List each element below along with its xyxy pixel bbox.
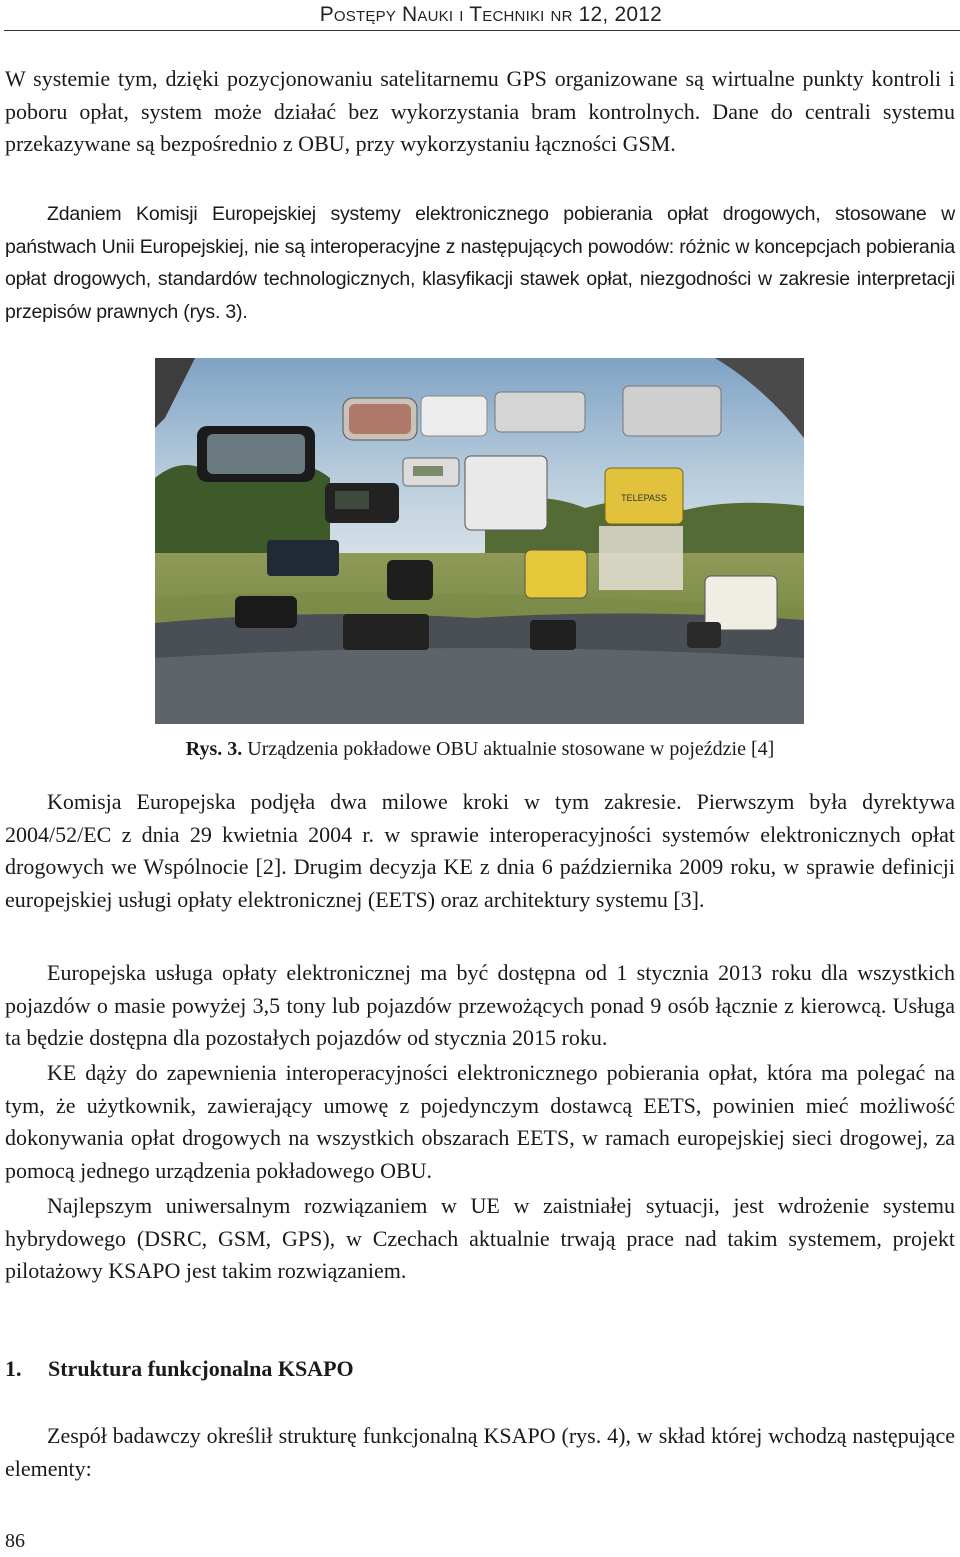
section-heading: [5, 1356, 354, 1382]
paragraph-eu-commission-opinion: Zdaniem Komisji Europejskiej systemy elektronicznego pobierania opłat drogowych, stosowane w państwach Unii Europejskiej, nie są interoperacyjne z następujących powodów: różnic w koncepcjach pobierania opłat drogowych, standardów technologicznych, klasyfikacji stawek opłat, niezgodności w zakresie interpretacji przepisów prawnych (rys. 3).: [5, 203, 955, 323]
obu-device-9: [267, 540, 339, 576]
mirror-glass: [207, 434, 305, 474]
paragraph-eets-availability: Europejska usługa opłaty elektronicznej ma być dostępna od 1 stycznia 2013 roku dla wszystkich pojazdów o masie powyżej 3,5 tony lub pojazdów przewożących ponad 9 osób łącznie z kierowcą. Usługa ta będzie dostępna dla pozostałych pojazdów od stycznia 2015 roku.: [5, 960, 955, 1051]
section-title: Struktura funkcjonalna KSAPO: [48, 1356, 354, 1381]
obu-device-2: [421, 396, 487, 436]
section-number: 1.: [5, 1356, 22, 1381]
obu-device-10: [525, 550, 587, 598]
paragraph-functional-structure: Zespół badawczy określił strukturę funkcjonalną KSAPO (rys. 4), w skład której wchodzą następujące elementy:: [5, 1423, 955, 1481]
obu-device-12: [705, 576, 777, 630]
obu-device-15: [530, 620, 576, 650]
caption-text: Urządzenia pokładowe OBU aktualnie stosowane w pojeździe [4]: [242, 738, 775, 760]
device-label: TELEPASS: [621, 493, 667, 503]
obu-device-7: [599, 526, 683, 590]
obu-device-13: [235, 596, 297, 628]
obu-device-1-label: [349, 404, 411, 434]
figure-caption: [0, 738, 960, 761]
running-header: [0, 0, 960, 30]
obu-windshield-illustration: [155, 358, 804, 724]
obu-device-6: [465, 456, 547, 530]
obu-device-14: [343, 614, 429, 650]
caption-label: Rys. 3.: [185, 738, 243, 760]
header-rule: [4, 30, 960, 31]
paragraph-gps-system: W systemie tym, dzięki pozycjonowaniu satelitarnemu GPS organizowane są wirtualne punkty kontroli i poboru opłat, system może działać bez wykorzystania bram kontrolnych. Dane do centrali systemu przekazywane są bezpośrednio z OBU, przy wykorzystaniu łączności GSM.: [5, 66, 955, 157]
figure-obu-devices-photo: [155, 358, 804, 724]
obu-device-16: [687, 622, 721, 648]
obu-device-4: [623, 386, 721, 436]
dashboard-lower: [155, 648, 804, 724]
running-title: Postępy Nauki i Techniki nr 12, 2012: [319, 3, 662, 26]
obu-device-11: [387, 560, 433, 600]
obu-device-8-display: [335, 491, 369, 509]
paragraph-eu-milestones: Komisja Europejska podjęła dwa milowe kroki w tym zakresie. Pierwszym była dyrektywa 2004/52/EC z dnia 29 kwietnia 2004 r. w sprawie interoperacyjności systemów elektronicznych opłat drogowych we Wspólnocie [2]. Drugim decyzja KE z dnia 6 października 2009 roku, w sprawie definicji europejskiej usługi opłaty elektronicznej (EETS) oraz architektury systemu [3].: [5, 789, 955, 912]
paragraph-hybrid-system: Najlepszym uniwersalnym rozwiązaniem w UE w zaistniałej sytuacji, jest wdrożenie systemu hybrydowego (DSRC, GSM, GPS), w Czechach aktualnie trwają prace nad takim systemem, projekt pilotażowy KSAPO jest takim rozwiązaniem.: [5, 1193, 955, 1284]
paragraph-interoperability: KE dąży do zapewnienia interoperacyjności elektronicznego pobierania opłat, która ma polegać na tym, że użytkownik, zawierający umowę z pojedynczym dostawcą EETS, powinien mieć możliwość dokonywania opłat drogowych na wszystkich obszarach EETS, w ramach europejskiej sieci drogowej, za pomocą jednego urządzenia pokładowego OBU.: [5, 1060, 955, 1183]
page-number: 86: [5, 1530, 25, 1552]
obu-device-3: [495, 392, 585, 432]
obu-device-5-display: [413, 466, 443, 476]
